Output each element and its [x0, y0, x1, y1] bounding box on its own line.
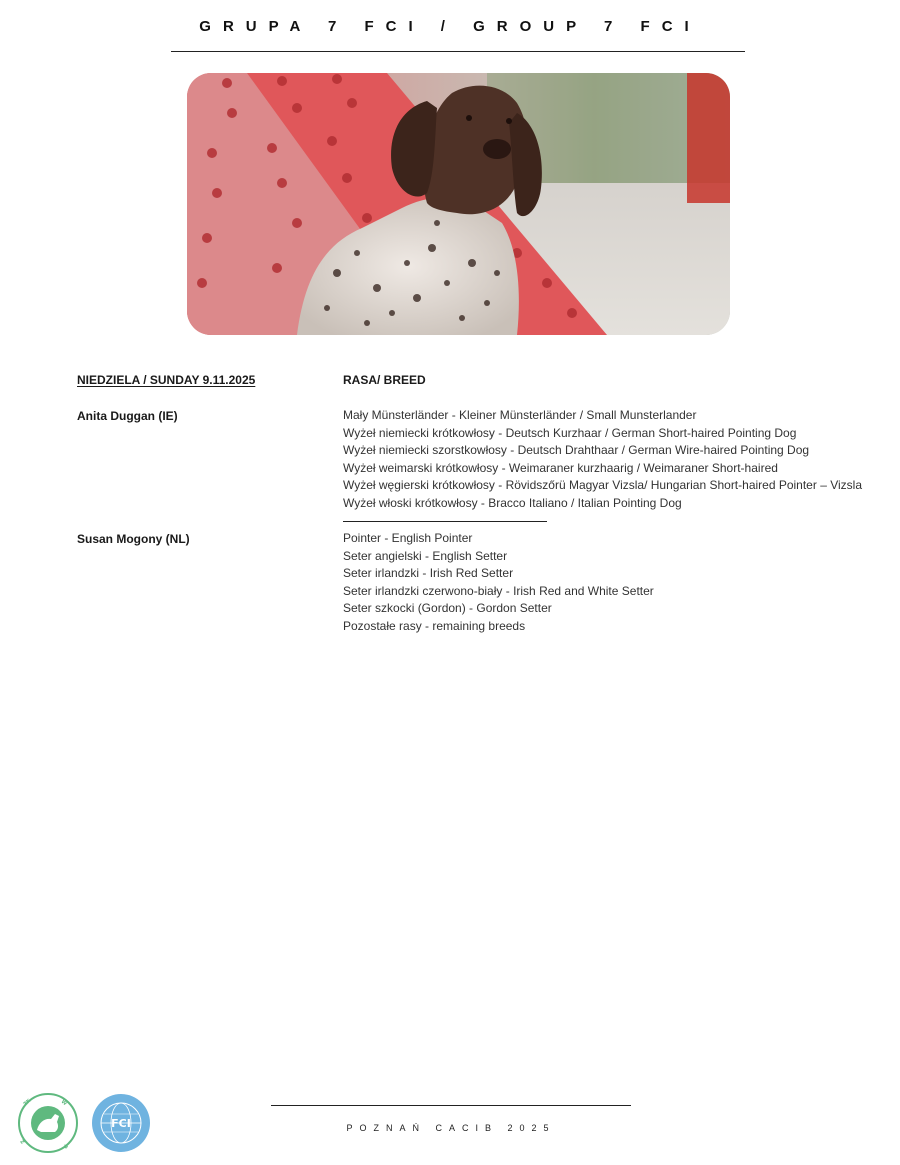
breed-item: Pointer - English Pointer — [343, 531, 473, 545]
breed-item: Seter szkocki (Gordon) - Gordon Setter — [343, 601, 552, 616]
footer-event-name: POZNAŃ CACIB 2025 — [346, 1123, 556, 1133]
breed-item: Seter irlandzki czerwono-biały - Irish Red and White Setter — [343, 583, 654, 598]
date-heading: NIEDZIELA / SUNDAY 9.11.2025 — [77, 373, 256, 387]
svg-text:Z: Z — [19, 1137, 27, 1145]
breed-item: Wyżeł włoski krótkowłosy - Bracco Italiano / Italian Pointing Dog — [343, 495, 682, 510]
dog-photo — [187, 73, 730, 335]
zkwp-logo — [17, 1092, 79, 1159]
breed-list — [343, 530, 654, 636]
breed-item: Wyżeł niemiecki szorstkowłosy - Deutsch Drahthaar / German Wire-haired Pointing Dog — [343, 443, 810, 458]
svg-text:ZK: ZK — [22, 1098, 33, 1108]
breed-column-heading: RASA/ BREED — [343, 373, 426, 387]
breed-item: Wyżeł weimarski krótkowłosy - Weimaraner kurzhaarig / Weimaraner Short-haired — [343, 460, 778, 475]
breed-list — [343, 407, 862, 513]
fci-logo — [90, 1092, 152, 1159]
section-divider — [343, 521, 547, 522]
breed-item: Wyżeł niemiecki krótkowłosy - Deutsch Kurzhaar / German Short-haired Pointing Dog — [343, 425, 797, 440]
breed-item: Mały Münsterländer - Kleiner Münsterländer / Small Munsterlander — [343, 408, 697, 422]
breed-item: Wyżeł węgierski krótkowłosy - Rövidszőrü Magyar Vizsla/ Hungarian Short-haired Pointer – Vizsla — [343, 478, 862, 493]
breed-item: Seter irlandzki - Irish Red Setter — [343, 566, 514, 581]
svg-text:W: W — [59, 1098, 68, 1108]
judge-name: Anita Duggan (IE) — [77, 409, 178, 423]
footer-divider — [271, 1105, 631, 1106]
breed-item: Seter angielski - English Setter — [343, 548, 508, 563]
judge-name: Susan Mogony (NL) — [77, 532, 190, 546]
svg-text:FCI: FCI — [111, 1117, 131, 1130]
svg-text:P: P — [61, 1143, 69, 1150]
breed-item: Pozostałe rasy - remaining breeds — [343, 618, 526, 633]
header-divider — [171, 51, 745, 52]
page-title: GRUPA 7 FCI / GROUP 7 FCI — [199, 18, 701, 35]
